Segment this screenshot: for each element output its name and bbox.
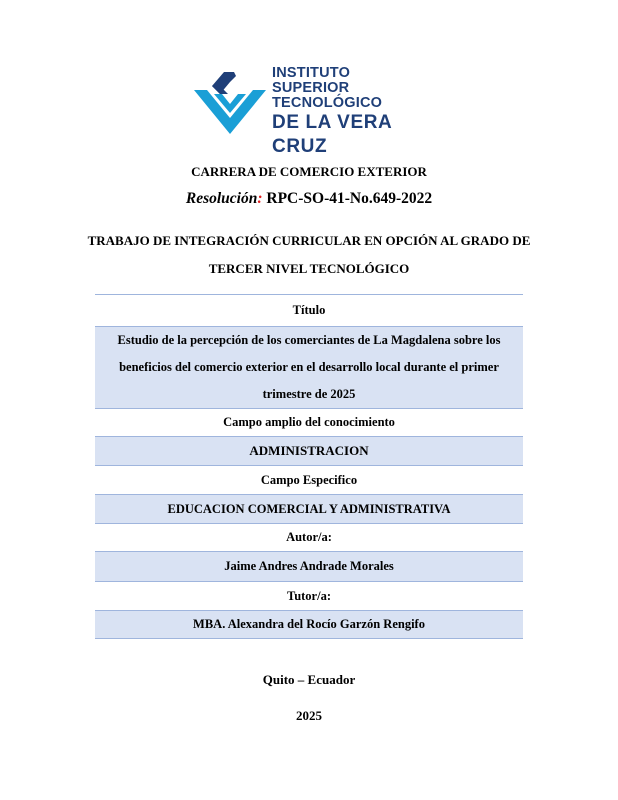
broad-field-value-row [95,437,523,466]
tutor-value: MBA. Alexandra del Rocío Garzón Rengifo [193,617,425,631]
tutor-value-row [95,611,523,639]
title-label-row [95,295,523,327]
specific-field-value: EDUCACION COMERCIAL Y ADMINISTRATIVA [167,501,451,516]
resolution-line [0,190,618,208]
logo-line-2: SUPERIOR [272,80,350,96]
specific-field-label: Campo Especifico [260,472,358,487]
logo-line-1: INSTITUTO [272,65,351,81]
career-heading: CARRERA DE COMERCIO EXTERIOR [191,164,427,179]
author-value: Jaime Andres Andrade Morales [224,559,394,573]
institute-logo [190,65,440,157]
specific-field-label-row [95,466,523,495]
title-label: Título [292,303,326,317]
author-value-row [95,552,523,582]
work-title-line-1: TRABAJO DE INTEGRACIÓN CURRICULAR EN OPCIÓN AL GRADO DE [87,233,531,248]
resolution-label: Resolución [185,190,258,207]
logo-line-4: DE LA VERA CRUZ [272,112,392,157]
logo-line-3: TECNOLÓGICO [272,95,383,111]
specific-field-value-row [95,495,523,524]
resolution-colon: : [257,190,263,207]
thesis-info-table [95,294,523,639]
work-title-line-2: TERCER NIVEL TECNOLÓGICO [208,261,410,276]
author-label-row [95,524,523,552]
author-label: Autor/a: [286,530,332,544]
resolution-value: RPC-SO-41-No.649-2022 [266,190,433,207]
broad-field-value: ADMINISTRACION [249,443,369,458]
title-value-row [95,327,523,409]
tutor-label-row [95,582,523,611]
year: 2025 [296,708,322,723]
logo-wordmark [272,66,440,159]
tutor-label: Tutor/a: [287,588,331,603]
title-value: Estudio de la percepción de los comerciantes de La Magdalena sobre los beneficios del comercio exterior en el desarrollo local durante el primer trimestre de 2025 [117,333,501,401]
place: Quito – Ecuador [262,672,356,687]
broad-field-label: Campo amplio del conocimiento [223,415,395,429]
broad-field-label-row [95,409,523,437]
vera-cruz-logo-mark-icon [190,66,270,136]
